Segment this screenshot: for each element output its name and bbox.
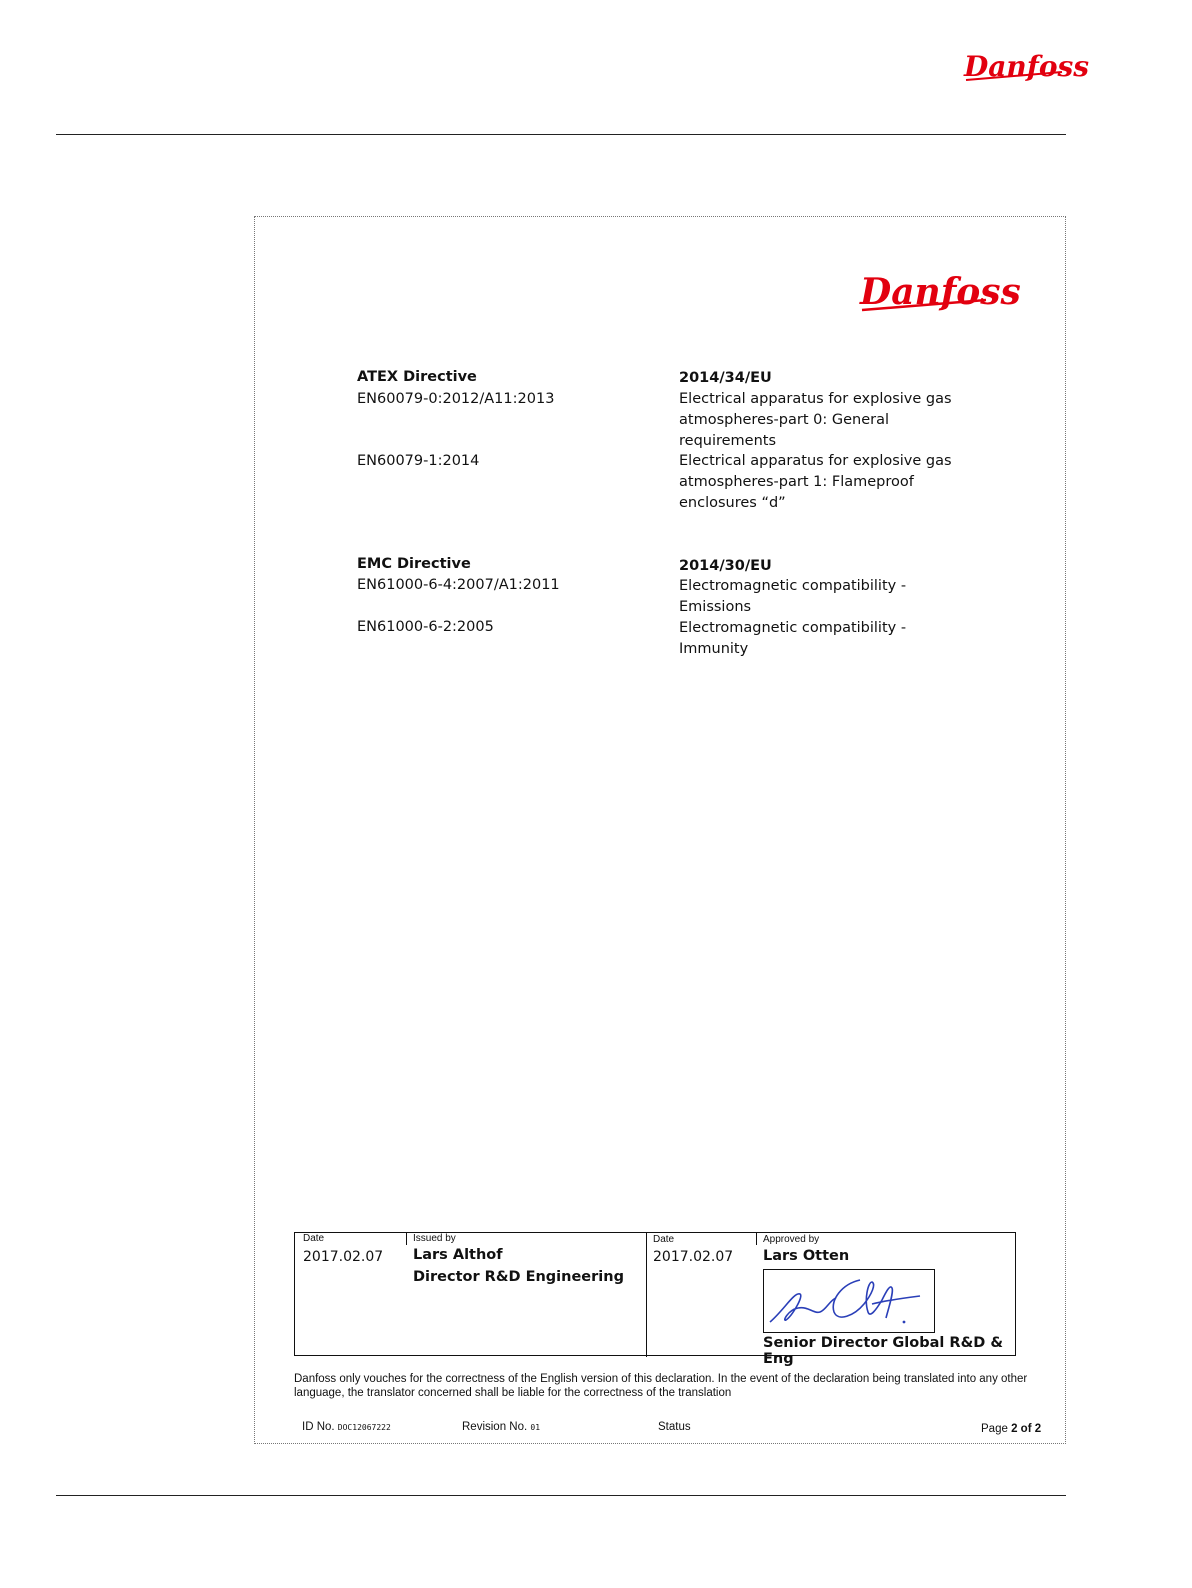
signoff-table [294, 1232, 1016, 1367]
desc-line: Immunity [679, 641, 749, 657]
desc-line: requirements [679, 433, 777, 449]
issued-date: 2017.02.07 [303, 1249, 384, 1265]
page-prefix: Page [981, 1423, 1008, 1435]
standard-desc [679, 576, 969, 618]
page-indicator [981, 1423, 1041, 1435]
header-rule [56, 134, 1066, 135]
standard-id: EN60079-0:2012/A11:2013 [357, 391, 555, 407]
standard-desc [679, 389, 969, 452]
footer-rule [56, 1495, 1066, 1496]
directive-code-atex: 2014/34/EU [679, 370, 772, 386]
desc-line: Electrical apparatus for explosive gas [679, 391, 952, 407]
page-current: 2 [1011, 1423, 1018, 1435]
danfoss-logo-document [858, 262, 1021, 318]
id-label: ID No. [302, 1421, 335, 1433]
danfoss-logo-top [962, 42, 1090, 86]
signature-box [763, 1269, 935, 1333]
standard-id: EN61000-6-4:2007/A1:2011 [357, 577, 560, 593]
svg-text:Danfoss: Danfoss [860, 271, 1021, 313]
approved-date-label: Date [653, 1234, 675, 1245]
revision-value: 01 [530, 1423, 541, 1432]
standard-id: EN61000-6-2:2005 [357, 619, 494, 635]
issued-by-label: Issued by [413, 1233, 456, 1244]
issuer-title: Director R&D Engineering [413, 1269, 624, 1285]
page-of: of [1020, 1423, 1032, 1435]
page-total: 2 [1034, 1423, 1042, 1435]
desc-line: Electromagnetic compatibility - [679, 620, 907, 636]
approver-name: Lars Otten [763, 1248, 850, 1264]
desc-line: atmospheres-part 1: Flameproof [679, 474, 914, 490]
handwritten-signature [764, 1270, 934, 1332]
standard-id: EN60079-1:2014 [357, 453, 480, 469]
standard-desc [679, 451, 969, 514]
approved-by-label: Approved by [763, 1234, 820, 1245]
translation-disclaimer: Danfoss only vouches for the correctness of the English version of this declaration. In the event of the declaration being translated into any other language, the translator concerned shall be liable for the correctness of the translation [294, 1373, 1028, 1399]
desc-line: Emissions [679, 599, 752, 615]
id-value: DOC12067222 [337, 1423, 391, 1432]
standard-desc [679, 618, 969, 660]
directive-code-emc: 2014/30/EU [679, 558, 772, 574]
revision-number [462, 1421, 540, 1433]
desc-line: atmospheres-part 0: General [679, 412, 889, 428]
id-number [302, 1421, 391, 1433]
desc-line: Electromagnetic compatibility - [679, 578, 907, 594]
status-label: Status [658, 1421, 691, 1433]
issued-date-label: Date [303, 1233, 325, 1244]
approver-title: Senior Director Global R&D & Eng [763, 1335, 1003, 1367]
approved-date: 2017.02.07 [653, 1249, 734, 1265]
directive-name-atex: ATEX Directive [357, 369, 477, 385]
desc-line: Electrical apparatus for explosive gas [679, 453, 952, 469]
directive-name-emc: EMC Directive [357, 556, 471, 572]
desc-line: enclosures “d” [679, 495, 786, 511]
logo-wordmark: Danfoss [964, 50, 1090, 83]
issuer-name: Lars Althof [413, 1247, 503, 1263]
revision-label: Revision No. [462, 1421, 528, 1433]
